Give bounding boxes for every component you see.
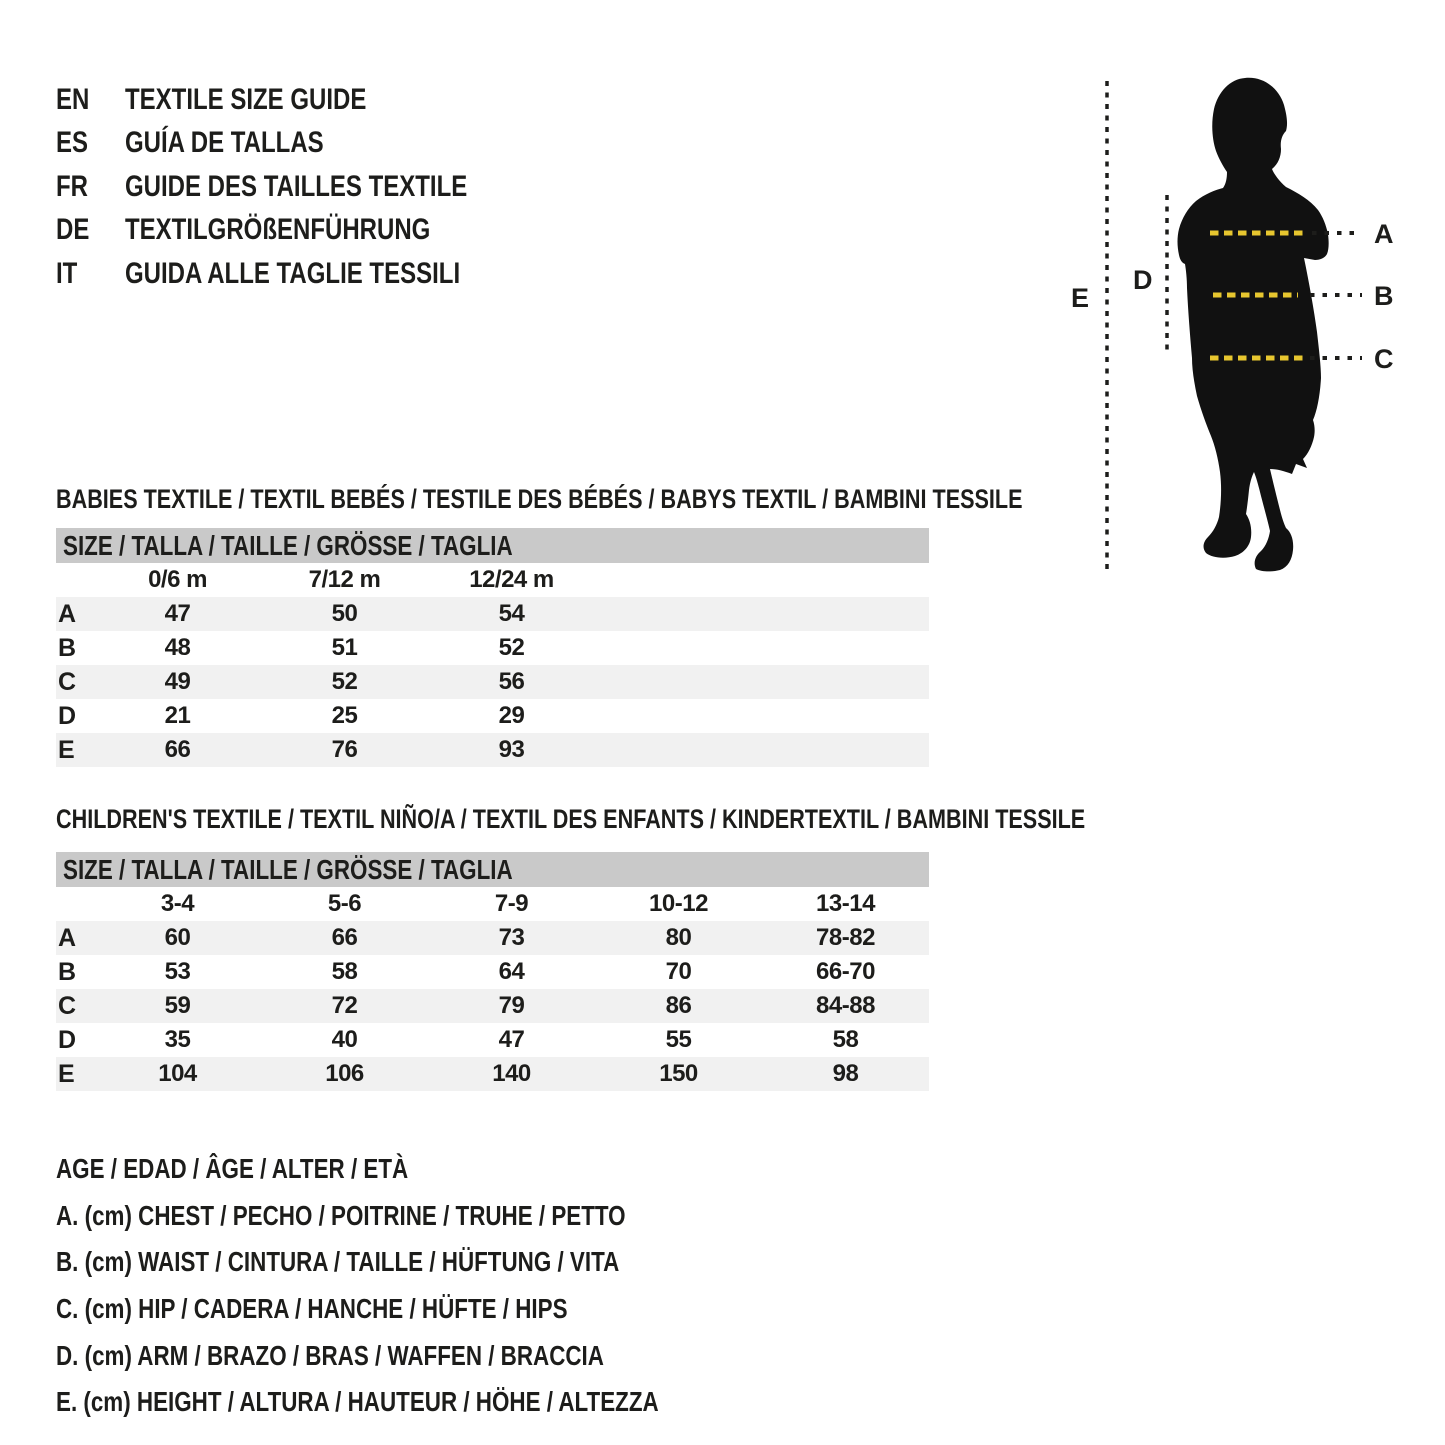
cell-value: 54 — [498, 600, 525, 627]
table-row-e — [56, 733, 929, 767]
cell-value: 21 — [164, 702, 191, 729]
cell-value: 40 — [331, 1026, 358, 1053]
children-table-header-bar — [56, 852, 929, 887]
cell-value: 86 — [665, 992, 692, 1019]
row-label: E — [58, 735, 75, 764]
table-row-b — [56, 955, 929, 989]
measure-label-d: D — [1133, 265, 1153, 295]
cell-value: 56 — [498, 668, 525, 695]
guide-title-es: GUÍA DE TALLAS — [125, 126, 324, 160]
cell-value: 52 — [331, 668, 358, 695]
children-col-7-9: 7-9 — [494, 890, 529, 917]
cell-value: 47 — [498, 1026, 525, 1053]
table-row-b — [56, 631, 929, 665]
language-row-es — [56, 122, 553, 166]
table-row-a — [56, 597, 929, 631]
table-row-a — [56, 921, 929, 955]
cell-value: 51 — [331, 634, 358, 661]
cell-value: 59 — [164, 992, 191, 1019]
children-col-10-12: 10-12 — [649, 890, 708, 917]
cell-value: 70 — [665, 958, 692, 985]
babies-col-7-12m: 7/12 m — [308, 566, 381, 593]
cell-value: 50 — [331, 600, 358, 627]
cell-value: 58 — [832, 1026, 859, 1053]
language-code: DE — [56, 213, 90, 247]
language-code: ES — [56, 126, 89, 160]
table-row-e — [56, 1057, 929, 1091]
legend-hip: C. (cm) HIP / CADERA / HANCHE / HÜFTE / HIPS — [56, 1293, 568, 1325]
cell-value: 93 — [498, 736, 525, 763]
children-col-3-4: 3-4 — [160, 890, 195, 917]
row-label: C — [58, 991, 77, 1020]
size-bar-label: SIZE / TALLA / TAILLE / GRÖSSE / TAGLIA — [63, 529, 513, 561]
measure-label-e: E — [1071, 283, 1090, 313]
guide-title-de: TEXTILGRÖßENFÜHRUNG — [125, 213, 431, 247]
children-section-title-text: CHILDREN'S TEXTILE / TEXTIL NIÑO/A / TEXTIL DES ENFANTS / KINDERTEXTIL / BAMBINI TESSILE — [56, 804, 1086, 834]
table-row-d — [56, 1023, 929, 1057]
language-row-fr — [56, 165, 553, 209]
row-label: C — [58, 667, 77, 696]
cell-value: 64 — [498, 958, 525, 985]
cell-value: 53 — [164, 958, 191, 985]
language-code: FR — [56, 169, 88, 203]
cell-value: 104 — [158, 1060, 197, 1087]
measurement-figure — [1060, 60, 1445, 600]
cell-value: 66-70 — [816, 958, 875, 985]
cell-value: 73 — [498, 924, 525, 951]
cell-value: 78-82 — [816, 924, 875, 951]
babies-col-12-24m: 12/24 m — [469, 566, 554, 593]
legend-arm: D. (cm) ARM / BRAZO / BRAS / WAFFEN / BRACCIA — [56, 1339, 604, 1371]
legend-age: AGE / EDAD / ÂGE / ALTER / ETÀ — [56, 1153, 409, 1185]
children-col-13-14: 13-14 — [816, 890, 875, 917]
measure-label-b: B — [1374, 281, 1394, 311]
guide-title-en: TEXTILE SIZE GUIDE — [125, 82, 367, 116]
child-silhouette-diagram — [1060, 60, 1445, 600]
cell-value: 72 — [331, 992, 358, 1019]
table-row-c — [56, 665, 929, 699]
cell-value: 48 — [164, 634, 191, 661]
legend-chest: A. (cm) CHEST / PECHO / POITRINE / TRUHE / PETTO — [56, 1199, 626, 1231]
legend-height: E. (cm) HEIGHT / ALTURA / HAUTEUR / HÖHE / ALTEZZA — [56, 1386, 659, 1418]
row-label: A — [58, 923, 77, 952]
cell-value: 47 — [164, 600, 191, 627]
table-row-d — [56, 699, 929, 733]
babies-section-title — [56, 484, 1264, 515]
children-section-title — [56, 804, 1343, 835]
row-label: B — [58, 633, 77, 662]
cell-value: 49 — [164, 668, 191, 695]
language-code: IT — [56, 256, 78, 290]
row-label: E — [58, 1059, 75, 1088]
row-label: B — [58, 957, 77, 986]
language-row-en — [56, 78, 553, 122]
cell-value: 76 — [331, 736, 358, 763]
cell-value: 106 — [325, 1060, 364, 1087]
legend-waist: B. (cm) WAIST / CINTURA / TAILLE / HÜFTUNG / VITA — [56, 1246, 620, 1278]
row-label: D — [58, 1025, 77, 1054]
cell-value: 35 — [164, 1026, 191, 1053]
children-column-header-row — [56, 887, 929, 921]
row-label: D — [58, 701, 77, 730]
cell-value: 29 — [498, 702, 525, 729]
row-label: A — [58, 599, 77, 628]
guide-title-fr: GUIDE DES TAILLES TEXTILE — [125, 169, 468, 203]
cell-value: 58 — [331, 958, 358, 985]
guide-title-it: GUIDA ALLE TAGLIE TESSILI — [125, 256, 461, 290]
babies-column-header-row — [56, 563, 929, 597]
cell-value: 140 — [492, 1060, 531, 1087]
cell-value: 79 — [498, 992, 525, 1019]
table-row-c — [56, 989, 929, 1023]
cell-value: 84-88 — [816, 992, 875, 1019]
cell-value: 25 — [331, 702, 358, 729]
babies-table-header-bar — [56, 528, 929, 563]
cell-value: 98 — [832, 1060, 859, 1087]
cell-value: 55 — [665, 1026, 692, 1053]
cell-value: 66 — [331, 924, 358, 951]
children-size-table — [56, 852, 929, 1091]
cell-value: 66 — [164, 736, 191, 763]
size-bar-label: SIZE / TALLA / TAILLE / GRÖSSE / TAGLIA — [63, 853, 513, 885]
language-row-it — [56, 252, 553, 296]
babies-section-title-text: BABIES TEXTILE / TEXTIL BEBÉS / TESTILE DES BÉBÉS / BABYS TEXTIL / BAMBINI TESSILE — [56, 484, 1023, 514]
language-code: EN — [56, 82, 90, 116]
language-row-de — [56, 209, 553, 253]
babies-size-table — [56, 528, 929, 767]
measure-label-c: C — [1374, 344, 1394, 374]
babies-col-0-6m: 0/6 m — [148, 566, 207, 593]
cell-value: 60 — [164, 924, 191, 951]
language-header — [56, 78, 553, 296]
cell-value: 150 — [659, 1060, 698, 1087]
measure-label-a: A — [1374, 219, 1394, 249]
cell-value: 80 — [665, 924, 692, 951]
measurement-legend — [56, 1146, 809, 1426]
children-col-5-6: 5-6 — [327, 890, 362, 917]
cell-value: 52 — [498, 634, 525, 661]
